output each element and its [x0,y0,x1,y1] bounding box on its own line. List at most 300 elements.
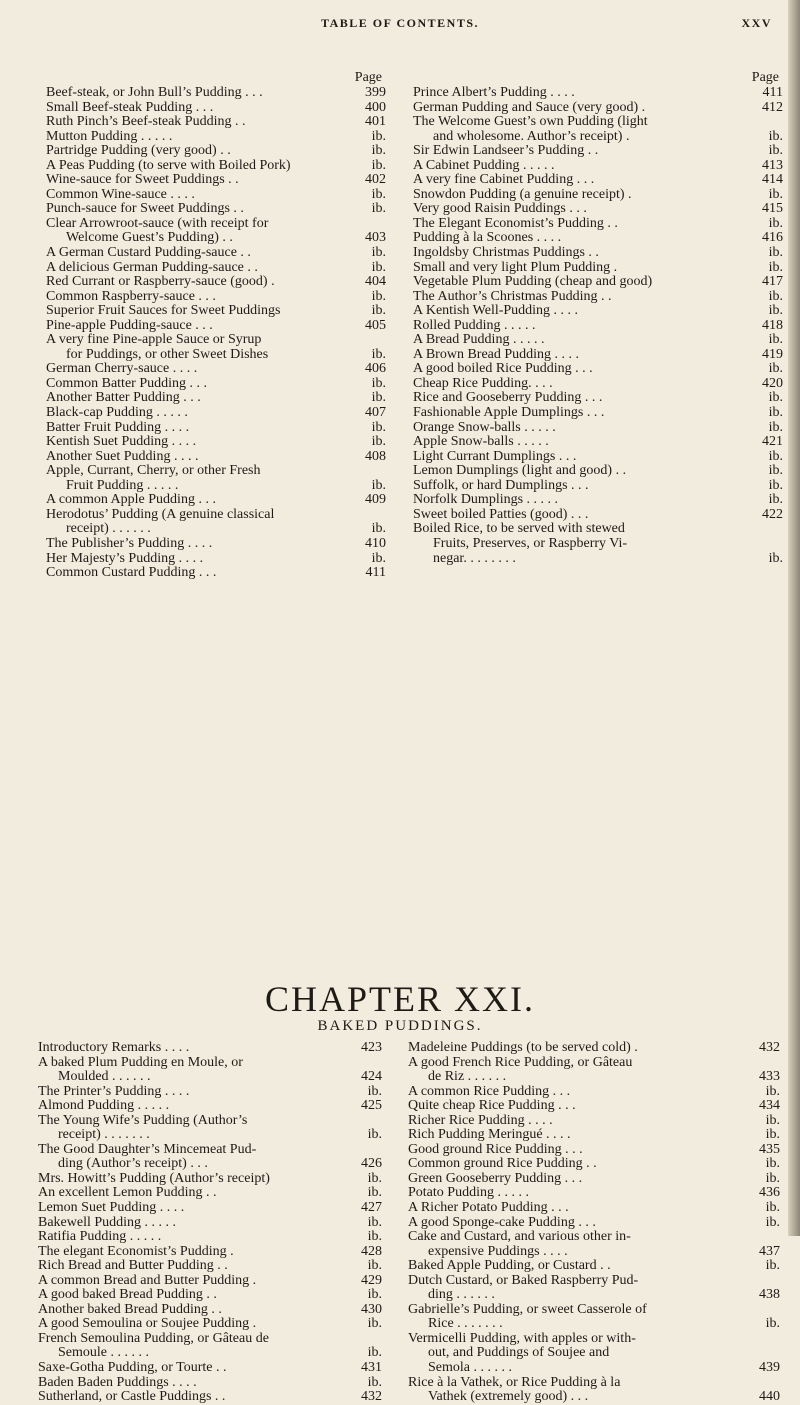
section-heading: BAKED PUDDINGS. [317,1018,483,1034]
toc-entry-title: Fruits, Preserves, or Raspberry Vi- [433,535,628,551]
toc-entry [46,159,386,174]
toc-entry-page: 406 [365,361,386,377]
toc-entry-title: A delicious German Pudding-sauce . . [46,259,258,275]
toc-entry-page: ib. [371,375,386,391]
toc-entry-title: The Young Wife’s Pudding (Author’s [38,1112,248,1128]
toc-entry-title: A common Apple Pudding . . . [46,492,216,508]
toc-entry [38,1288,382,1303]
toc-entry [38,1216,382,1231]
toc-entry [413,552,783,567]
toc-entry [408,1056,780,1071]
toc-entry-page: ib. [367,1127,382,1143]
toc-entry [38,1172,382,1187]
toc-entry-page: 430 [361,1301,382,1317]
toc-entry [413,188,783,203]
toc-entry [46,261,386,276]
toc-entry [413,333,783,348]
toc-entry-title: A baked Plum Pudding en Moule, or [38,1054,243,1070]
toc-entry [408,1186,780,1201]
toc-entry-page: ib. [768,463,783,479]
toc-entry [46,377,386,392]
toc-entry-title: Another Suet Pudding . . . . [46,448,199,464]
toc-entry-page: ib. [768,448,783,464]
toc-entry-title: Another Batter Pudding . . . [46,390,201,406]
toc-entry-title: Rolled Pudding . . . . . [413,317,536,333]
toc-entry-page: 429 [361,1272,382,1288]
toc-entry-title: Cheap Rice Pudding. . . . [413,375,553,391]
toc-entry-title: Her Majesty’s Pudding . . . . [46,550,204,566]
toc-entry-page: ib. [371,303,386,319]
toc-entry-page: ib. [371,477,386,493]
toc-entry-page: ib. [371,550,386,566]
toc-entry [38,1390,382,1405]
toc-entry [46,202,386,217]
toc-entry [38,1332,382,1347]
toc-entry-page: 416 [762,230,783,246]
toc-entry [408,1303,780,1318]
toc-entry-title: Very good Raisin Puddings . . . [413,201,587,217]
toc-entry-page: 420 [762,375,783,391]
page-folio: XXV [741,16,772,30]
toc-entry-page: ib. [768,143,783,159]
toc-entry-page: ib. [765,1127,780,1143]
toc-entry-title: Ruth Pinch’s Beef-steak Pudding . . [46,114,246,130]
toc-entry [408,1230,780,1245]
toc-entry [46,493,386,508]
toc-entry-title: de Riz . . . . . . [428,1069,507,1085]
toc-entry-page: 427 [361,1200,382,1216]
toc-entry-title: The Welcome Guest’s own Pudding (light [413,114,648,130]
toc-entry-title: The Author’s Christmas Pudding . . [413,288,612,304]
toc-entry-title: Snowdon Pudding (a genuine receipt) . [413,186,632,202]
toc-entry [46,101,386,116]
toc-entry-title: Partridge Pudding (very good) . . [46,143,231,159]
toc-entry [408,1332,780,1347]
toc-entry [46,304,386,319]
toc-entry-page: ib. [768,288,783,304]
toc-entry-page: ib. [371,419,386,435]
toc-entry-title: Saxe-Gotha Pudding, or Tourte . . [38,1360,227,1376]
toc-entry-page: ib. [765,1170,780,1186]
toc-entry [38,1346,382,1361]
toc-entry-page: 424 [361,1069,382,1085]
toc-entry [413,391,783,406]
toc-entry-title: out, and Puddings of Soujee and [428,1345,610,1361]
toc-entry-title: A good Sponge-cake Pudding . . . [408,1214,596,1230]
toc-entry-title: Common Batter Pudding . . . [46,375,207,391]
toc-entry-title: negar. . . . . . . . [433,550,516,566]
toc-entry-page: ib. [371,346,386,362]
toc-entry-title: Sutherland, or Castle Puddings . . [38,1389,226,1405]
toc-entry [413,537,783,552]
toc-entry-title: Rice and Gooseberry Pudding . . . [413,390,603,406]
toc-entry [46,231,386,246]
toc-entry-title: Light Currant Dumplings . . . [413,448,577,464]
toc-entry [46,421,386,436]
toc-entry [413,231,783,246]
toc-entry-page: ib. [768,477,783,493]
toc-entry [408,1317,780,1332]
toc-entry-title: receipt) . . . . . . [66,521,151,537]
toc-entry-page: 404 [365,274,386,290]
page-binding-edge [788,0,800,1236]
toc-entry-page: ib. [768,419,783,435]
toc-entry [408,1346,780,1361]
toc-entry-page: 405 [365,317,386,333]
toc-entry-page: 422 [762,506,783,522]
toc-entry-page: 439 [759,1360,780,1376]
toc-entry [38,1143,382,1158]
toc-entry [413,173,783,188]
toc-entry-page: ib. [367,1185,382,1201]
toc-entry [413,421,783,436]
running-title: TABLE OF CONTENTS. [320,16,480,30]
toc-entry-page: 425 [361,1098,382,1114]
toc-entry-title: Quite cheap Rice Pudding . . . [408,1098,576,1114]
toc-entry [46,217,386,232]
toc-entry [413,246,783,261]
toc-entry-title: Fashionable Apple Dumplings . . . [413,405,605,421]
toc-entry [413,377,783,392]
toc-entry [413,464,783,479]
toc-entry-title: Introductory Remarks . . . . [38,1040,190,1055]
toc-entry-title: Another baked Bread Pudding . . [38,1301,222,1317]
toc-entry [408,1274,780,1289]
toc-entry [38,1114,382,1129]
toc-entry-title: A German Custard Pudding-sauce . . [46,245,251,261]
page-column-label: Page [354,70,382,85]
toc-entry-page: ib. [367,1345,382,1361]
toc-entry-title: German Cherry-sauce . . . . [46,361,198,377]
toc-list [38,1041,382,1405]
toc-entry-title: ding . . . . . . [428,1287,495,1303]
toc-entry [46,348,386,363]
toc-list [46,86,386,581]
toc-entry-page: ib. [371,521,386,537]
toc-entry [38,1317,382,1332]
toc-entry [46,246,386,261]
toc-entry-title: A Bread Pudding . . . . . [413,332,545,348]
toc-entry-page: ib. [765,1112,780,1128]
toc-entry-page: 410 [365,535,386,551]
toc-entry-title: Ingoldsby Christmas Puddings . . [413,245,599,261]
toc-entry-title: Common ground Rice Pudding . . [408,1156,597,1172]
toc-entry-page: 414 [762,172,783,188]
toc-entry [46,86,386,101]
toc-entry-title: Rich Bread and Butter Pudding . . [38,1258,228,1274]
toc-entry [46,566,386,581]
toc-entry-page: 435 [759,1141,780,1157]
toc-entry [46,275,386,290]
toc-entry-page: ib. [768,550,783,566]
toc-entry-page: ib. [367,1374,382,1390]
toc-entry-page: ib. [371,259,386,275]
toc-entry [46,450,386,465]
toc-entry-title: Suffolk, or hard Dumplings . . . [413,477,589,493]
toc-entry-page: 411 [365,565,386,581]
toc-entry [46,464,386,479]
toc-entry [408,1288,780,1303]
toc-list [408,1041,780,1405]
toc-entry-page: 428 [361,1243,382,1259]
toc-list [413,86,783,566]
toc-entry [408,1201,780,1216]
toc-entry [408,1114,780,1129]
toc-entry-title: Common Custard Pudding . . . [46,565,217,581]
toc-entry [46,130,386,145]
toc-entry-page: ib. [765,1316,780,1332]
toc-entry-title: A common Bread and Butter Pudding . [38,1272,257,1288]
toc-entry [38,1201,382,1216]
toc-entry [46,362,386,377]
toc-entry [413,217,783,232]
toc-entry-title: Welcome Guest’s Pudding) . . [66,230,233,246]
toc-entry-title: The Printer’s Pudding . . . . [38,1083,190,1099]
toc-entry-title: A very fine Pine-apple Sauce or Syrup [46,332,262,348]
toc-entry-page: ib. [371,434,386,450]
toc-entry [38,1099,382,1114]
toc-entry-title: An excellent Lemon Pudding . . [38,1185,217,1201]
toc-entry [413,202,783,217]
toc-entry-page: 433 [759,1069,780,1085]
toc-entry [38,1128,382,1143]
toc-entry-title: Baked Apple Pudding, or Custard . . [408,1258,611,1274]
toc-entry-page: ib. [371,245,386,261]
toc-entry-title: Bakewell Pudding . . . . . [38,1214,177,1230]
toc-entry-title: A good baked Bread Pudding . . [38,1287,217,1303]
toc-entry [46,188,386,203]
toc-entry-title: German Pudding and Sauce (very good) . [413,99,646,115]
toc-entry-title: Batter Fruit Pudding . . . . [46,419,190,435]
toc-entry [408,1216,780,1231]
toc-entry-title: Pine-apple Pudding-sauce . . . [46,317,213,333]
toc-entry [413,406,783,421]
toc-entry-title: Potato Pudding . . . . . [408,1185,529,1201]
toc-entry-page: 401 [365,114,386,130]
toc-entry [408,1259,780,1274]
toc-entry-page: ib. [367,1083,382,1099]
toc-entry-title: Gabrielle’s Pudding, or sweet Casserole of [408,1301,647,1317]
toc-entry-title: Almond Pudding . . . . . [38,1098,170,1114]
toc-entry-title: Lemon Dumplings (light and good) . . [413,463,627,479]
toc-entry-title: A Richer Potato Pudding . . . [408,1200,569,1216]
toc-entry-title: receipt) . . . . . . . [58,1127,150,1143]
toc-entry-page: ib. [768,128,783,144]
toc-entry [413,450,783,465]
page-column-label: Page [751,70,779,85]
toc-entry-title: Pudding à la Scoones . . . . [413,230,562,246]
toc-entry-page: ib. [367,1258,382,1274]
toc-entry-page: 409 [365,492,386,508]
toc-entry-title: Lemon Suet Pudding . . . . [38,1200,185,1216]
toc-entry-title: Boiled Rice, to be served with stewed [413,521,625,537]
toc-entry-page: ib. [371,128,386,144]
toc-entry [46,173,386,188]
toc-entry-page: 434 [759,1098,780,1114]
toc-entry [413,144,783,159]
toc-entry [38,1056,382,1071]
toc-entry [413,159,783,174]
toc-entry [38,1245,382,1260]
toc-entry-page: ib. [768,332,783,348]
toc-entry-title: A good Semoulina or Soujee Pudding . [38,1316,257,1332]
toc-entry-title: ding (Author’s receipt) . . . [58,1156,208,1172]
toc-entry [408,1070,780,1085]
toc-entry-title: and wholesome. Author’s receipt) . [433,128,630,144]
toc-entry-title: Beef-steak, or John Bull’s Pudding . . . [46,85,263,100]
toc-entry-title: A Brown Bread Pudding . . . . [413,346,580,362]
toc-entry-page: 408 [365,448,386,464]
toc-entry [46,333,386,348]
toc-entry [413,508,783,523]
toc-entry-title: Sweet boiled Patties (good) . . . [413,506,589,522]
toc-entry-page: 437 [759,1243,780,1259]
toc-entry-title: for Puddings, or other Sweet Dishes [66,346,269,362]
toc-entry-title: French Semoulina Pudding, or Gâteau de [38,1330,269,1346]
contents-column-top-right [413,70,783,566]
toc-entry-title: Small Beef-steak Pudding . . . [46,99,214,115]
toc-entry-page: 432 [361,1389,382,1405]
toc-entry-title: Moulded . . . . . . [58,1069,151,1085]
toc-entry [46,290,386,305]
toc-entry-page: 399 [365,85,386,100]
toc-entry [413,319,783,334]
toc-entry-page: ib. [367,1287,382,1303]
toc-entry [408,1376,780,1391]
toc-entry [38,1361,382,1376]
toc-entry [38,1259,382,1274]
toc-entry [413,130,783,145]
toc-entry-page: 419 [762,346,783,362]
toc-entry [46,115,386,130]
toc-entry-title: Apple Snow-balls . . . . . [413,434,549,450]
toc-entry-title: Small and very light Plum Pudding . [413,259,618,275]
toc-entry-title: A good French Rice Pudding, or Gâteau [408,1054,633,1070]
toc-entry-title: A common Rice Pudding . . . [408,1083,571,1099]
toc-entry-page: ib. [371,390,386,406]
toc-entry-title: Superior Fruit Sauces for Sweet Puddings [46,303,281,319]
toc-entry [46,552,386,567]
toc-entry [46,406,386,421]
toc-entry-title: Vegetable Plum Pudding (cheap and good) [413,274,653,290]
toc-entry-page: 402 [365,172,386,188]
toc-entry [38,1070,382,1085]
toc-entry-page: 412 [762,99,783,115]
toc-entry-page: 431 [361,1360,382,1376]
toc-entry [408,1245,780,1260]
contents-column-bottom-left [38,1041,382,1405]
toc-entry [413,522,783,537]
toc-entry [408,1157,780,1172]
toc-entry-title: Richer Rice Pudding . . . . [408,1112,553,1128]
toc-entry-page: 413 [762,157,783,173]
toc-entry-title: Madeleine Puddings (to be served cold) . [408,1040,638,1055]
toc-entry-title: A Cabinet Pudding . . . . . [413,157,555,173]
toc-entry-page: 421 [762,434,783,450]
toc-entry [413,261,783,276]
toc-entry [413,304,783,319]
toc-entry-title: Wine-sauce for Sweet Puddings . . [46,172,239,188]
toc-entry [408,1099,780,1114]
toc-entry [413,290,783,305]
toc-entry-page: ib. [371,201,386,217]
toc-entry [413,101,783,116]
toc-entry-title: Semoule . . . . . . [58,1345,149,1361]
toc-entry-page: 438 [759,1287,780,1303]
toc-entry [38,1157,382,1172]
toc-entry-title: Rice à la Vathek, or Rice Pudding à la [408,1374,621,1390]
toc-entry [38,1041,382,1056]
toc-entry-page: 436 [759,1185,780,1201]
toc-entry [38,1376,382,1391]
toc-entry-title: Mutton Pudding . . . . . [46,128,173,144]
toc-entry-title: Norfolk Dumplings . . . . . [413,492,559,508]
toc-entry-page: ib. [367,1170,382,1186]
toc-entry-page: 418 [762,317,783,333]
toc-entry-title: The elegant Economist’s Pudding . [38,1243,234,1259]
toc-entry-title: Baden Baden Puddings . . . . [38,1374,197,1390]
toc-entry-title: Vermicelli Pudding, with apples or with- [408,1330,636,1346]
toc-entry-title: Red Currant or Raspberry-sauce (good) . [46,274,275,290]
toc-entry-page: ib. [768,215,783,231]
toc-entry [38,1274,382,1289]
toc-entry [46,144,386,159]
toc-entry-page: 432 [759,1040,780,1055]
toc-entry-title: The Elegant Economist’s Pudding . . [413,215,618,231]
toc-entry [408,1128,780,1143]
toc-entry-title: Ratifia Pudding . . . . . [38,1229,162,1245]
toc-entry-title: Vathek (extremely good) . . . [428,1389,589,1405]
toc-entry [46,522,386,537]
toc-entry [46,508,386,523]
toc-entry-page: 407 [365,405,386,421]
toc-entry-page: ib. [367,1214,382,1230]
toc-entry-page: ib. [765,1214,780,1230]
toc-entry-title: A very fine Cabinet Pudding . . . [413,172,595,188]
toc-entry-page: ib. [367,1229,382,1245]
toc-entry [413,362,783,377]
toc-entry-title: A Peas Pudding (to serve with Boiled Pork) [46,157,291,173]
toc-entry-title: Orange Snow-balls . . . . . [413,419,556,435]
toc-entry-title: Common Wine-sauce . . . . [46,186,195,202]
toc-entry [408,1390,780,1405]
toc-entry [38,1186,382,1201]
toc-entry-title: Apple, Currant, Cherry, or other Fresh [46,463,261,479]
toc-entry-title: The Publisher’s Pudding . . . . [46,535,213,551]
toc-entry [413,348,783,363]
toc-entry-title: Sir Edwin Landseer’s Pudding . . [413,143,599,159]
toc-entry-page: ib. [768,186,783,202]
toc-entry-page: 411 [762,85,783,100]
toc-entry-title: Mrs. Howitt’s Pudding (Author’s receipt) [38,1170,270,1186]
toc-entry [413,493,783,508]
toc-entry-page: ib. [768,390,783,406]
toc-entry-page: ib. [768,303,783,319]
chapter-heading: CHAPTER XXI. [264,979,535,1019]
toc-entry-page: ib. [371,157,386,173]
toc-entry-page: ib. [367,1316,382,1332]
toc-entry-page: 417 [762,274,783,290]
toc-entry-title: Semola . . . . . . [428,1360,512,1376]
toc-entry-title: Dutch Custard, or Baked Raspberry Pud- [408,1272,639,1288]
toc-entry [413,435,783,450]
toc-entry-page: 400 [365,99,386,115]
toc-entry-page: 423 [361,1040,382,1055]
toc-entry-page: ib. [765,1083,780,1099]
toc-entry [46,479,386,494]
toc-entry-title: expensive Puddings . . . . [428,1243,568,1259]
toc-entry-page: 403 [365,230,386,246]
